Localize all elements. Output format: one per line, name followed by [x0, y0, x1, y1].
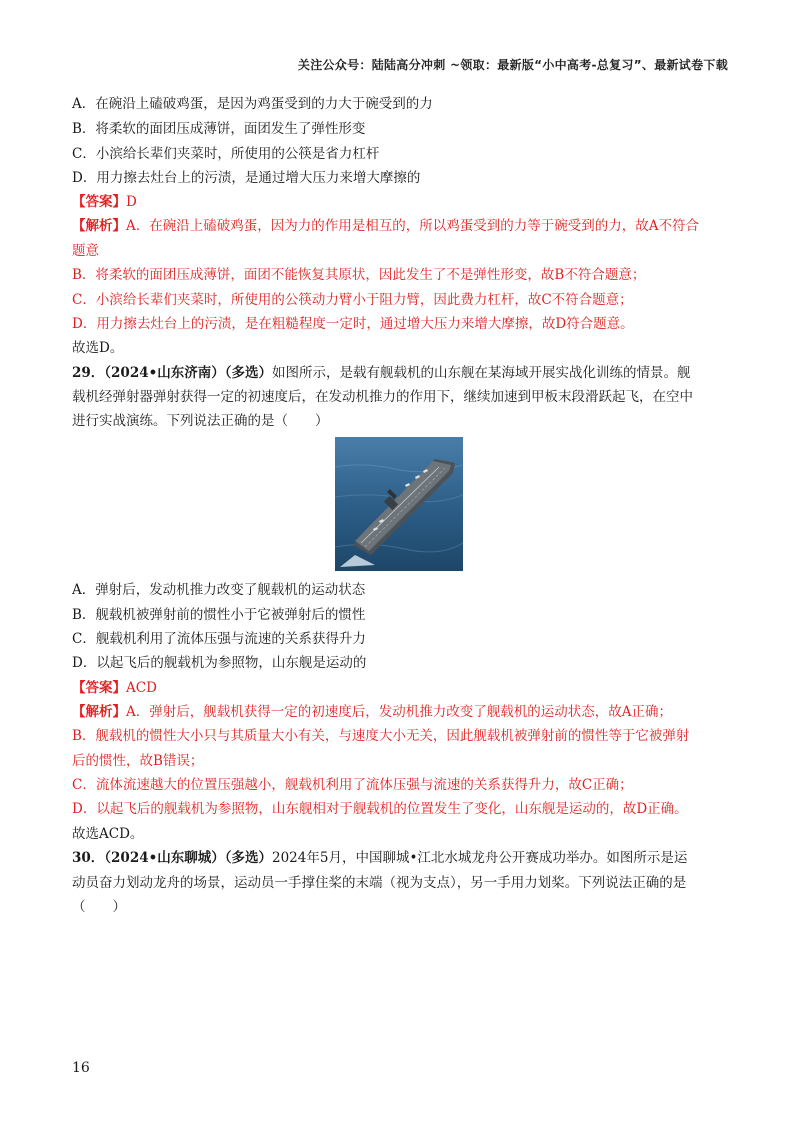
- q29-option-b: B．舰载机被弹射前的惯性小于它被弹射后的惯性: [72, 607, 366, 623]
- aircraft-carrier-illustration: [335, 437, 463, 571]
- q29-option-d: D．以起飞后的舰载机为参照物，山东舰是运动的: [72, 655, 367, 671]
- q28-analysis-d: D．用力擦去灶台上的污渍，是在粗糙程度一定时，通过增大压力来增大摩擦，故D符合题意。: [72, 316, 634, 332]
- answer-label: 【答案】: [72, 194, 126, 210]
- page-header: 关注公众号：陆陆高分冲刺 ~领取：最新版“小中高考-总复习”、最新试卷下载: [297, 58, 728, 72]
- q28-analysis-a-cont: 题意: [72, 243, 99, 259]
- q29-option-c: C．舰载机利用了流体压强与流速的关系获得升力: [72, 631, 366, 647]
- analysis-label: 【解析】: [72, 704, 126, 720]
- q29-stem-text: 如图所示，是载有舰载机的山东舰在某海域开展实战化训练的情景。舰: [272, 365, 691, 381]
- q29-number: 29．（2024•山东济南）（多选）: [72, 365, 272, 381]
- answer-value: D: [126, 194, 137, 210]
- q28-conclusion: 故选D。: [72, 340, 124, 356]
- q29-answer: [72, 676, 157, 700]
- q30-stem-line-3: （ ）: [72, 899, 126, 915]
- q29-stem-line-2: 载机经弹射器弹射获得一定的初速度后，在发动机推力的作用下，继续加速到甲板末段滑跃起飞，在空中: [72, 389, 693, 405]
- q29-analysis-b-cont: 后的惯性，故B错误；: [72, 753, 204, 769]
- q29-analysis-b: B．舰载机的惯性大小只与其质量大小有关，与速度大小无关，因此舰载机被弹射前的惯性等于它被弹射: [72, 728, 690, 744]
- analysis-label: 【解析】: [72, 218, 126, 234]
- analysis-text: A．在碗沿上磕破鸡蛋，因为力的作用是相互的，所以鸡蛋受到的力等于碗受到的力，故A不符合: [126, 218, 699, 234]
- q30-stem-text: 2024年5月，中国聊城•江北水城龙舟公开赛成功举办。如图所示是运: [272, 850, 688, 866]
- q28-option-a: A．在碗沿上磕破鸡蛋，是因为鸡蛋受到的力大于碗受到的力: [72, 96, 433, 112]
- analysis-text: A．弹射后，舰载机获得一定的初速度后，发动机推力改变了舰载机的运动状态，故A正确；: [126, 704, 672, 720]
- q29-analysis-a: [72, 700, 672, 724]
- q30-stem-line-2: 动员奋力划动龙舟的场景，运动员一手撑住桨的末端（视为支点），另一手用力划桨。下列说法正确的是: [72, 875, 687, 891]
- q30-number: 30．（2024•山东聊城）（多选）: [72, 850, 272, 866]
- q29-conclusion: 故选ACD。: [72, 826, 144, 842]
- aircraft-carrier-image: [335, 437, 463, 571]
- q29-stem-line-1: [72, 361, 691, 385]
- q28-answer: [72, 190, 137, 214]
- q28-option-c: C．小滨给长辈们夹菜时，所使用的公筷是省力杠杆: [72, 146, 380, 162]
- q28-option-d: D．用力擦去灶台上的污渍，是通过增大压力来增大摩擦的: [72, 170, 421, 186]
- q28-analysis-c: C．小滨给长辈们夹菜时，所使用的公筷动力臂小于阻力臂，因此费力杠杆，故C不符合题意；: [72, 292, 633, 308]
- q29-stem-line-3: 进行实战演练。下列说法正确的是（ ）: [72, 413, 329, 429]
- q29-analysis-c: C．流体流速越大的位置压强越小，舰载机利用了流体压强与流速的关系获得升力，故C正确；: [72, 777, 633, 793]
- q30-stem-line-1: [72, 846, 687, 870]
- q29-option-a: A．弹射后，发动机推力改变了舰载机的运动状态: [72, 582, 366, 598]
- page-number: 16: [72, 1060, 90, 1076]
- q28-analysis-b: B．将柔软的面团压成薄饼，面团不能恢复其原状，因此发生了不是弹性形变，故B不符合题意；: [72, 267, 646, 283]
- q29-analysis-d: D．以起飞后的舰载机为参照物，山东舰相对于舰载机的位置发生了变化，山东舰是运动的，故D正确。: [72, 801, 688, 817]
- answer-value: ACD: [126, 680, 157, 696]
- q28-analysis-a: [72, 214, 699, 238]
- answer-label: 【答案】: [72, 680, 126, 696]
- q28-option-b: B．将柔软的面团压成薄饼，面团发生了弹性形变: [72, 121, 366, 137]
